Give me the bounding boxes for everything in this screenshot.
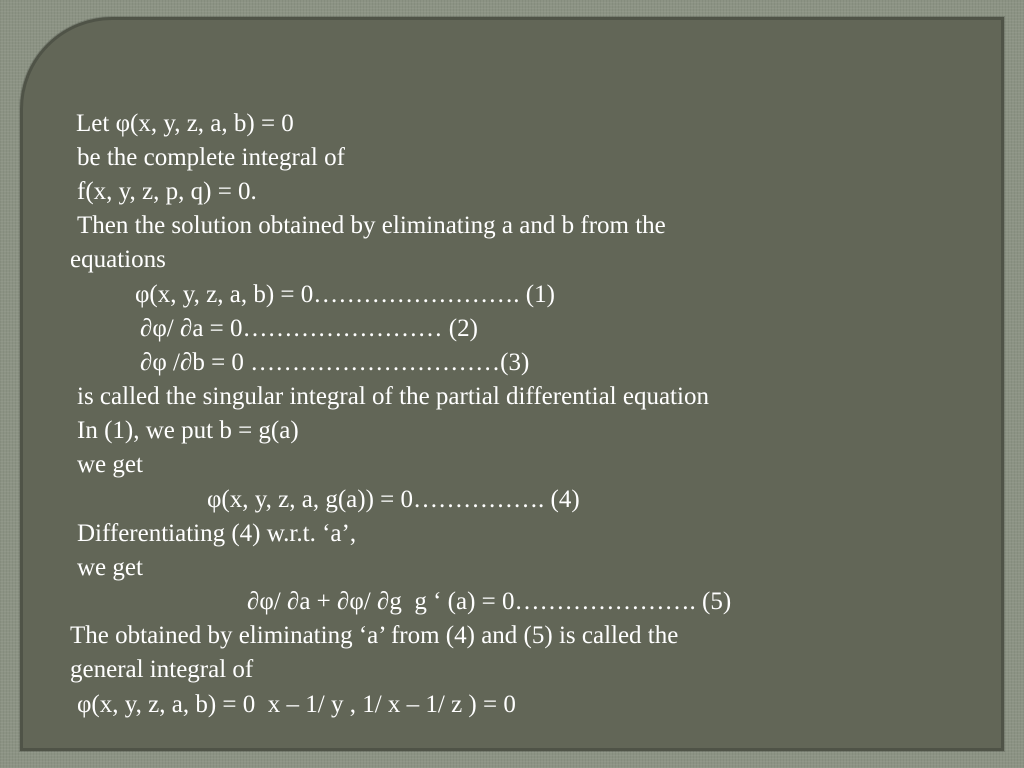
text-line-18: φ(x, y, z, a, b) = 0 x – 1/ y , 1/ x – 1/ z ) = 0 xyxy=(77,691,516,718)
text-line-14: we get xyxy=(77,554,143,581)
text-line-11: we get xyxy=(77,451,143,478)
text-line-1: Let φ(x, y, z, a, b) = 0 xyxy=(76,110,294,137)
text-line-2: be the complete integral of xyxy=(77,144,345,171)
text-line-17: general integral of xyxy=(70,656,254,683)
equation-2: ∂φ/ ∂a = 0…………………… (2) xyxy=(140,315,478,342)
equation-5: ∂φ/ ∂a + ∂φ/ ∂g g ‘ (a) = 0…………………. (5) xyxy=(247,588,732,615)
text-line-16: The obtained by eliminating ‘a’ from (4) and (5) is called the xyxy=(70,622,679,649)
text-line-4: Then the solution obtained by eliminating a and b from the xyxy=(77,212,666,239)
text-line-3: f(x, y, z, p, q) = 0. xyxy=(77,178,257,205)
equation-3: ∂φ /∂b = 0 …………………………(3) xyxy=(140,349,530,376)
text-line-10: In (1), we put b = g(a) xyxy=(77,417,299,444)
text-line-13: Differentiating (4) w.r.t. ‘a’, xyxy=(77,520,357,547)
equation-1: φ(x, y, z, a, b) = 0……………………. (1) xyxy=(135,281,555,308)
text-line-9: is called the singular integral of the partial differential equation xyxy=(77,383,709,410)
text-line-5: equations xyxy=(70,246,166,273)
equation-4: φ(x, y, z, a, g(a)) = 0……………. (4) xyxy=(207,486,580,513)
